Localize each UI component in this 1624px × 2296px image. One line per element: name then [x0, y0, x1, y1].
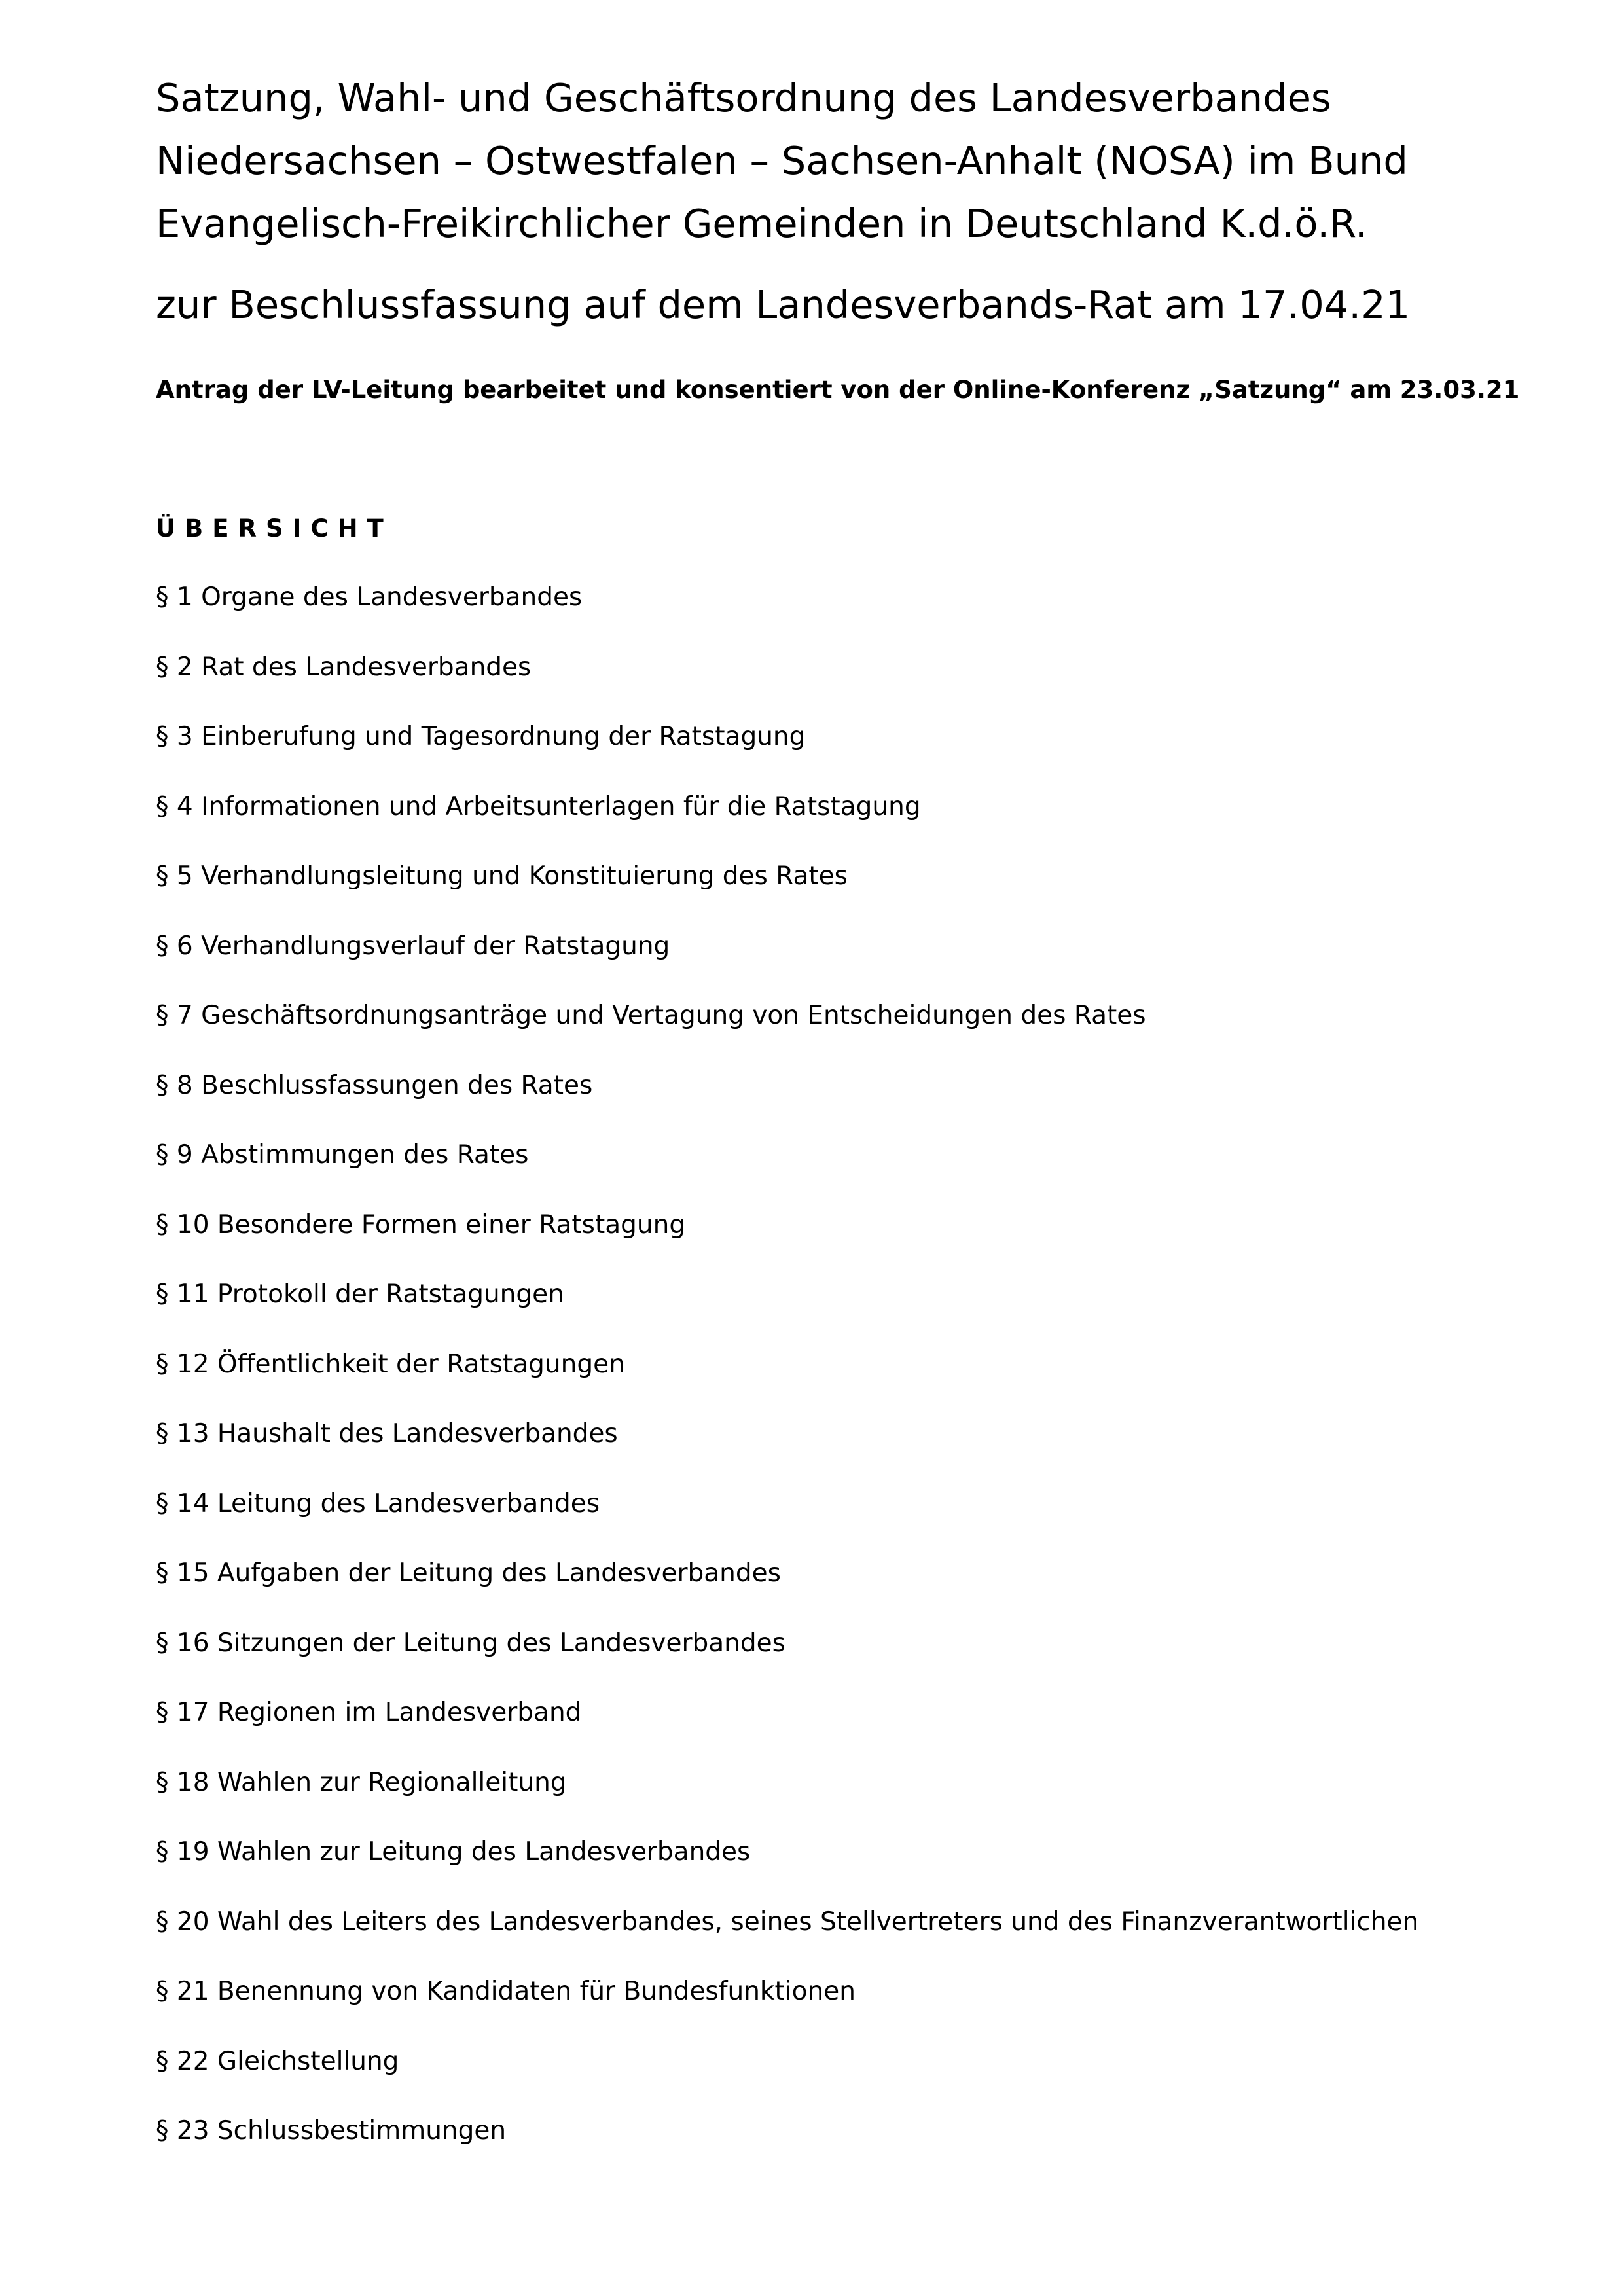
toc-item: § 23 Schlussbestimmungen — [156, 2116, 507, 2145]
document-title-line: Satzung, Wahl- und Geschäftsordnung des Landesverbandes — [156, 75, 1331, 120]
toc-item: § 18 Wahlen zur Regionalleitung — [156, 1767, 567, 1797]
document-subtitle: zur Beschlussfassung auf dem Landesverbands-Rat am 17.04.21 — [156, 282, 1411, 327]
toc-item: § 20 Wahl des Leiters des Landesverbandes, seines Stellvertreters und des Finanzverantwortlichen — [156, 1907, 1419, 1937]
toc-item: § 11 Protokoll der Ratstagungen — [156, 1280, 564, 1309]
toc-item: § 12 Öffentlichkeit der Ratstagungen — [156, 1349, 625, 1379]
toc-item: § 8 Beschlussfassungen des Rates — [156, 1070, 593, 1100]
toc-item: § 7 Geschäftsordnungsanträge und Vertagung von Entscheidungen des Rates — [156, 1001, 1146, 1030]
overview-heading: ÜBERSICHT — [156, 514, 393, 543]
toc-item: § 15 Aufgaben der Leitung des Landesverbandes — [156, 1558, 781, 1588]
toc-item: § 22 Gleichstellung — [156, 2046, 399, 2076]
toc-item: § 1 Organe des Landesverbandes — [156, 583, 583, 612]
toc-item: § 14 Leitung des Landesverbandes — [156, 1488, 600, 1518]
document-title-line: Evangelisch-Freikirchlicher Gemeinden in Deutschland K.d.ö.R. — [156, 201, 1367, 246]
toc-item: § 19 Wahlen zur Leitung des Landesverbandes — [156, 1837, 751, 1867]
toc-item: § 10 Besondere Formen einer Ratstagung — [156, 1210, 686, 1240]
toc-item: § 5 Verhandlungsleitung und Konstituierung des Rates — [156, 861, 848, 891]
toc-item: § 9 Abstimmungen des Rates — [156, 1140, 529, 1170]
toc-item: § 4 Informationen und Arbeitsunterlagen für die Ratstagung — [156, 791, 921, 821]
toc-item: § 6 Verhandlungsverlauf der Ratstagung — [156, 931, 670, 961]
table-of-contents — [156, 579, 1418, 2183]
toc-item: § 3 Einberufung und Tagesordnung der Ratstagung — [156, 722, 806, 751]
toc-item: § 13 Haushalt des Landesverbandes — [156, 1419, 618, 1448]
toc-item: § 21 Benennung von Kandidaten für Bundesfunktionen — [156, 1977, 856, 2006]
document-title-line: Niedersachsen – Ostwestfalen – Sachsen-Anhalt (NOSA) im Bund — [156, 138, 1408, 183]
document-title — [156, 67, 1563, 255]
toc-item: § 16 Sitzungen der Leitung des Landesverbandes — [156, 1628, 785, 1658]
toc-item: § 2 Rat des Landesverbandes — [156, 652, 532, 682]
motion-note: Antrag der LV-Leitung bearbeitet und konsentiert von der Online-Konferenz „Satzung“ am 23.03.21 — [156, 376, 1520, 404]
toc-item: § 17 Regionen im Landesverband — [156, 1698, 582, 1727]
